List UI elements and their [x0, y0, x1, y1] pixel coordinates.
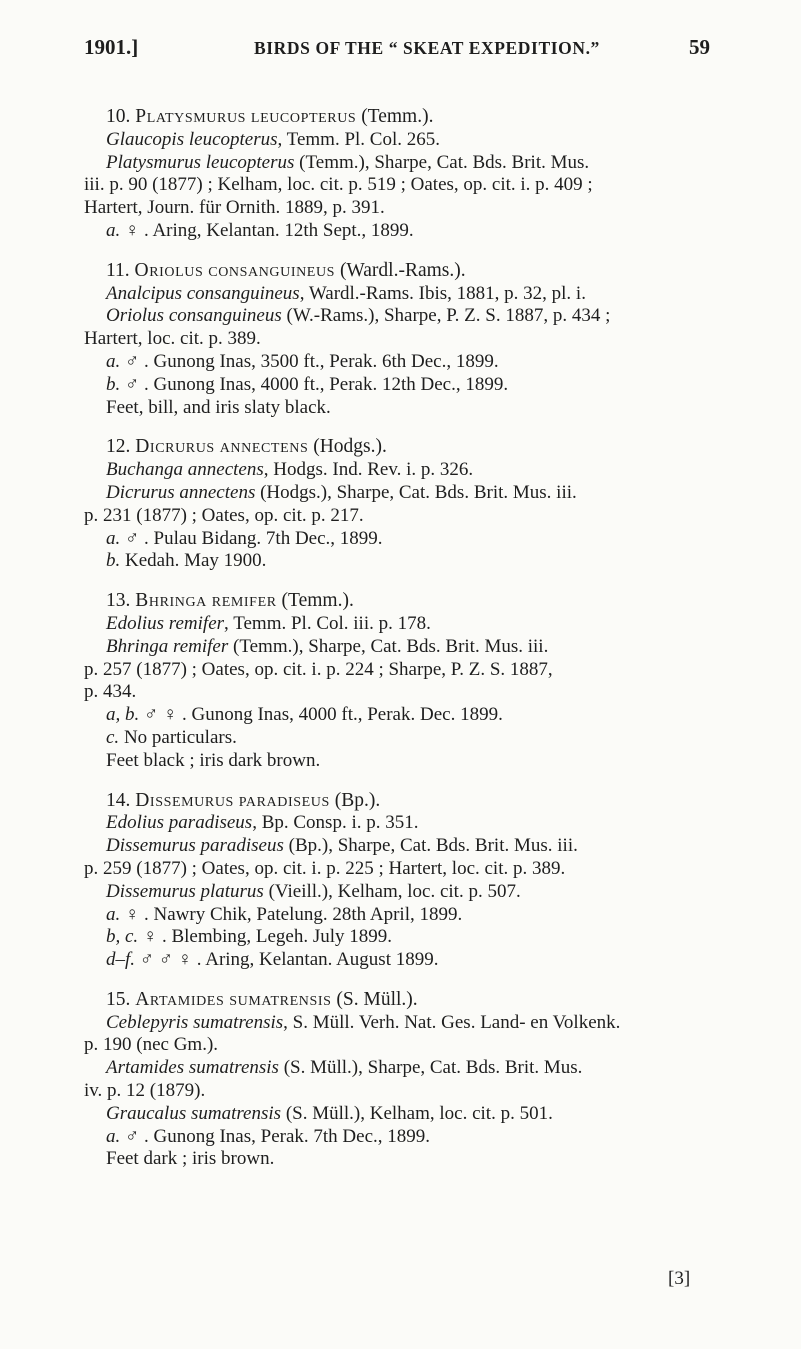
species-genus: Platysmurus — [135, 106, 247, 127]
text: ♂ . Gunong Inas, 3500 ft., Perak. 6th Dec., 1899. — [120, 350, 499, 372]
italic-text: b. — [106, 550, 121, 572]
species-heading — [84, 989, 714, 1012]
species-number: 12. — [106, 436, 131, 458]
text-line — [84, 482, 714, 505]
text: (S. Müll.), Kelham, loc. cit. p. 501. — [281, 1102, 553, 1124]
text: Kedah. May 1900. — [120, 550, 267, 572]
text-line — [84, 174, 714, 197]
italic-text: Edolius paradiseus — [106, 812, 253, 834]
species-name: remifer — [211, 590, 277, 612]
italic-text: Bhringa remifer — [106, 635, 229, 657]
text: Feet black ; iris dark brown. — [106, 749, 321, 771]
text: ♂ . Pulau Bidang. 7th Dec., 1899. — [120, 527, 383, 549]
text: Feet dark ; iris brown. — [106, 1148, 275, 1170]
species-name: sumatrensis — [229, 988, 332, 1010]
species-genus: Dicrurus — [135, 436, 215, 458]
italic-text: d–f. — [106, 949, 136, 971]
text-line — [84, 305, 714, 328]
text-line — [84, 1057, 714, 1080]
italic-text: a. — [106, 350, 121, 372]
text: ♂ ♀ . Gunong Inas, 4000 ft., Perak. Dec. 1899. — [139, 704, 503, 726]
text-line — [84, 835, 714, 858]
text-line — [84, 283, 714, 306]
species-name: leucopterus — [250, 106, 357, 127]
species-author: (Temm.). — [361, 106, 434, 127]
text: ♂ ♂ ♀ . Aring, Kelantan. August 1899. — [135, 949, 439, 971]
text: , Hodgs. Ind. Rev. i. p. 326. — [263, 459, 474, 481]
species-heading — [84, 790, 714, 813]
text: p. 257 (1877) ; Oates, op. cit. i. p. 224 ; Sharpe, P. Z. S. 1887, — [84, 658, 553, 680]
species-author: (S. Müll.). — [336, 988, 418, 1010]
species-genus: Artamides — [135, 988, 225, 1010]
italic-text: Analcipus consanguineus — [106, 282, 300, 304]
italic-text: Dicrurus annectens — [106, 481, 256, 503]
text: (Bp.), Sharpe, Cat. Bds. Brit. Mus. iii. — [283, 835, 578, 857]
text-line — [84, 704, 714, 727]
header-title: BIRDS OF THE “ SKEAT EXPEDITION.” — [254, 38, 600, 58]
text-line — [84, 1148, 714, 1171]
section-gap — [84, 773, 714, 790]
italic-text: Buchanga annectens — [106, 459, 264, 481]
species-author: (Temm.). — [281, 590, 354, 612]
text: (Temm.), Sharpe, Cat. Bds. Brit. Mus. iii. — [228, 635, 549, 657]
text: ♂ . Gunong Inas, Perak. 7th Dec., 1899. — [120, 1125, 431, 1147]
species-author: (Bp.). — [334, 789, 381, 811]
italic-text: Graucalus sumatrensis — [106, 1102, 282, 1124]
text: , Temm. Pl. Col. 265. — [277, 128, 440, 150]
text: , Temm. Pl. Col. iii. p. 178. — [224, 612, 431, 634]
italic-text: Dissemurus paradiseus — [106, 835, 284, 857]
text: , S. Müll. Verh. Nat. Ges. Land- en Volkenk. — [283, 1011, 621, 1033]
italic-text: a. — [106, 1125, 121, 1147]
species-author: (Hodgs.). — [313, 436, 387, 458]
species-number: 14. — [106, 789, 131, 811]
text-line — [84, 812, 714, 835]
species-number: 13. — [106, 590, 131, 612]
section-gap — [84, 419, 714, 436]
italic-text: Artamides sumatrensis — [106, 1057, 279, 1079]
text: ♀ . Nawry Chik, Patelung. 28th April, 1899. — [120, 903, 463, 925]
text: , Wardl.-Rams. Ibis, 1881, p. 32, pl. i. — [299, 282, 586, 304]
species-heading — [84, 590, 714, 613]
text-line — [84, 197, 714, 220]
text-line — [84, 1126, 714, 1149]
text-line — [84, 129, 714, 152]
italic-text: Edolius remifer — [106, 612, 225, 634]
text-line — [84, 904, 714, 927]
text-line — [84, 550, 714, 573]
italic-text: c. — [106, 726, 120, 748]
species-name: annectens — [219, 436, 309, 458]
text-line — [84, 926, 714, 949]
text: ♀ . Blembing, Legeh. July 1899. — [138, 926, 393, 948]
page-body — [84, 106, 714, 1171]
species-genus: Oriolus — [134, 259, 204, 281]
text: iii. p. 90 (1877) ; Kelham, loc. cit. p. 519 ; Oates, op. cit. i. p. 409 ; — [84, 174, 593, 196]
text-line — [84, 505, 714, 528]
text: , Bp. Consp. i. p. 351. — [252, 812, 419, 834]
text: Hartert, loc. cit. p. 389. — [84, 328, 261, 350]
text: (Hodgs.), Sharpe, Cat. Bds. Brit. Mus. iii. — [255, 481, 577, 503]
italic-text: a. — [106, 903, 121, 925]
text: (W.-Rams.), Sharpe, P. Z. S. 1887, p. 434 ; — [281, 305, 611, 327]
italic-text: Glaucopis leucopterus — [106, 128, 278, 150]
text-line — [84, 152, 714, 175]
header-year: 1901.] — [84, 35, 139, 59]
text-line — [84, 1103, 714, 1126]
species-genus: Bhringa — [135, 590, 207, 612]
species-heading — [84, 436, 714, 459]
text: ♀ . Aring, Kelantan. 12th Sept., 1899. — [120, 219, 414, 241]
text: Hartert, Journ. für Ornith. 1889, p. 391. — [84, 197, 385, 219]
italic-text: a, b. — [106, 704, 140, 726]
species-genus: Dissemurus — [135, 789, 234, 811]
italic-text: a. — [106, 219, 121, 241]
italic-text: a. — [106, 527, 121, 549]
text: No particulars. — [119, 726, 237, 748]
text: Feet, bill, and iris slaty black. — [106, 396, 331, 418]
text-line — [84, 949, 714, 972]
italic-text: b. — [106, 373, 121, 395]
species-author: (Wardl.-Rams.). — [339, 259, 466, 281]
species-entry — [84, 260, 714, 420]
text: iv. p. 12 (1879). — [84, 1080, 206, 1102]
italic-text: Platysmurus leucopterus — [106, 151, 295, 173]
text-line — [84, 1034, 714, 1057]
text: p. 231 (1877) ; Oates, op. cit. p. 217. — [84, 504, 364, 526]
species-entry — [84, 106, 714, 243]
text-line — [84, 328, 714, 351]
species-number: 11. — [106, 259, 130, 281]
species-name: consanguineus — [208, 259, 336, 281]
text-line — [84, 351, 714, 374]
text: p. 259 (1877) ; Oates, op. cit. i. p. 225 ; Hartert, loc. cit. p. 389. — [84, 857, 566, 879]
text: p. 190 (nec Gm.). — [84, 1034, 219, 1056]
text-line — [84, 727, 714, 750]
text-line — [84, 750, 714, 773]
text-line — [84, 1080, 714, 1103]
text-line — [84, 636, 714, 659]
italic-text: b, c. — [106, 926, 139, 948]
text: p. 434. — [84, 681, 137, 703]
text-line — [84, 659, 714, 682]
species-number: 10. — [106, 106, 131, 127]
text-line — [84, 528, 714, 551]
species-entry — [84, 590, 714, 772]
running-header — [84, 35, 710, 65]
section-gap — [84, 972, 714, 989]
text-line — [84, 1012, 714, 1035]
species-heading — [84, 106, 714, 129]
text-line — [84, 681, 714, 704]
species-entry — [84, 790, 714, 972]
italic-text: Oriolus consanguineus — [106, 305, 282, 327]
section-gap — [84, 243, 714, 260]
text: ♂ . Gunong Inas, 4000 ft., Perak. 12th Dec., 1899. — [120, 373, 509, 395]
text: (S. Müll.), Sharpe, Cat. Bds. Brit. Mus. — [278, 1057, 583, 1079]
text: (Vieill.), Kelham, loc. cit. p. 507. — [263, 880, 521, 902]
text-line — [84, 374, 714, 397]
italic-text: Ceblepyris sumatrensis — [106, 1011, 284, 1033]
header-page-number: 59 — [689, 35, 710, 59]
species-entry — [84, 989, 714, 1171]
text: (Temm.), Sharpe, Cat. Bds. Brit. Mus. — [294, 151, 590, 173]
signature-mark: [3] — [668, 1268, 691, 1289]
text-line — [84, 881, 714, 904]
section-gap — [84, 573, 714, 590]
text-line — [84, 613, 714, 636]
species-name: paradiseus — [238, 789, 330, 811]
species-heading — [84, 260, 714, 283]
species-entry — [84, 436, 714, 573]
species-number: 15. — [106, 988, 131, 1010]
text-line — [84, 858, 714, 881]
text-line — [84, 459, 714, 482]
text-line — [84, 220, 714, 243]
text-line — [84, 397, 714, 420]
italic-text: Dissemurus platurus — [106, 880, 264, 902]
